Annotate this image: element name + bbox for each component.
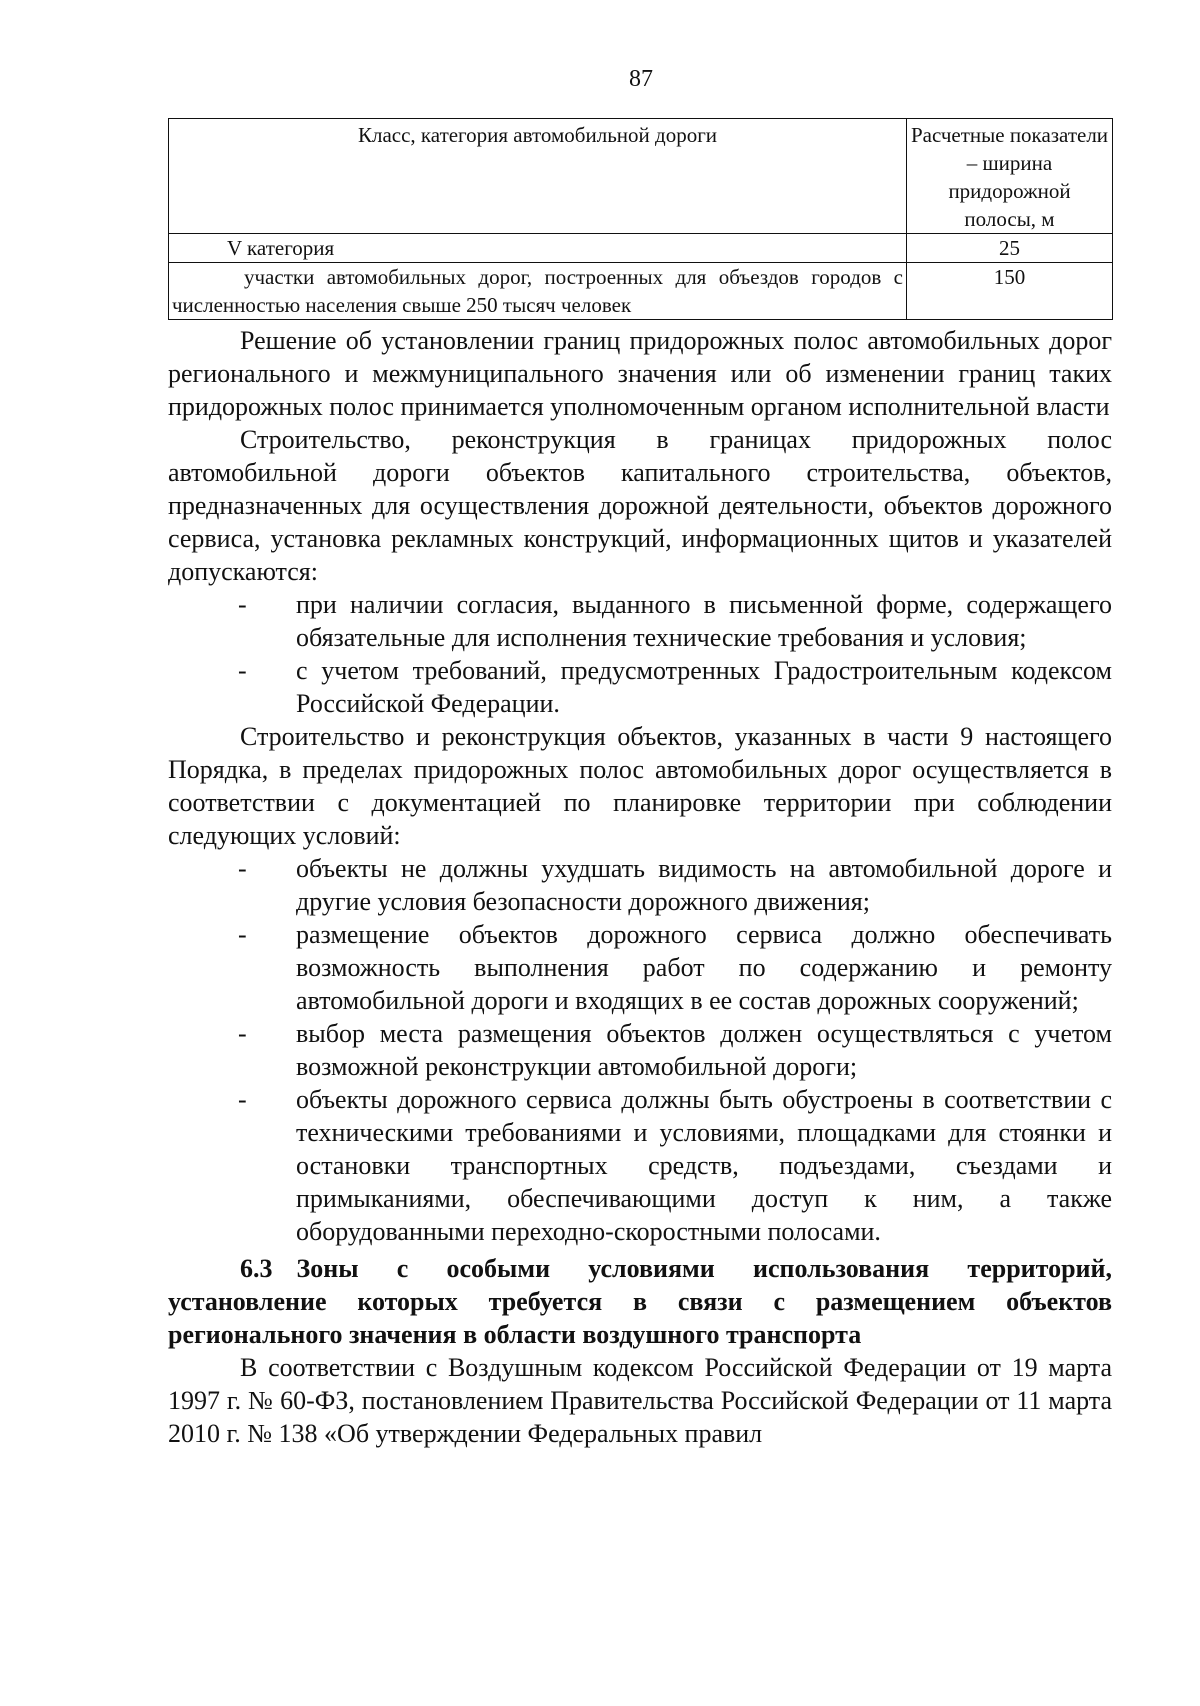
body-text <box>168 324 1112 1450</box>
paragraph-air-code: В соответствии с Воздушным кодексом Российской Федерации от 19 марта 1997 г. № 60-ФЗ, постановлением Правительства Российской Федерации от 11 марта 2010 г. № 138 «Об утверждении Федеральных правил <box>168 1353 1112 1448</box>
list-dash: - <box>238 590 247 619</box>
paragraph-construction-allowed: Строительство, реконструкция в границах придорожных полос автомобильной дороги объектов капитального строительства, объектов, предназначенных для осуществления дорожной деятельности, объектов дорожного сервиса, установка рекламных конструкций, информационных щитов и указателей допускаются: <box>168 425 1112 586</box>
list-dash: - <box>238 920 247 949</box>
row-category: участки автомобильных дорог, построенных для объездов городов с численностью населения свыше 250 тысяч человек <box>169 263 907 320</box>
header-roadside-width: Расчетные показатели – ширина придорожной полосы, м <box>907 119 1113 234</box>
table-row <box>169 234 1113 263</box>
list-conditions-approval <box>168 588 1112 720</box>
page-content <box>168 118 1112 1450</box>
list-item-text: объекты дорожного сервиса должны быть обустроены в соответствии с техническими требованиями и условиями, площадками для стоянки и остановки транспортных средств, подъездами, съездами и примыканиями, обеспечивающими доступ к ним, а также оборудованными переходно-скоростными полосами. <box>296 1085 1112 1246</box>
list-dash: - <box>238 1019 247 1048</box>
section-heading <box>168 1252 1112 1351</box>
list-item-text: при наличии согласия, выданного в письменной форме, содержащего обязательные для исполнения технические требования и условия; <box>296 590 1112 652</box>
list-item <box>168 588 1112 654</box>
list-dash: - <box>238 854 247 883</box>
roadside-width-table <box>168 118 1113 320</box>
list-dash: - <box>238 656 247 685</box>
list-item <box>168 1083 1112 1248</box>
header-road-class: Класс, категория автомобильной дороги <box>169 119 907 234</box>
paragraph-roadside-decision: Решение об установлении границ придорожных полос автомобильных дорог регионального и межмуниципального значения или об изменении границ таких придорожных полос принимается уполномоченным органом исполнительной власти <box>168 326 1112 421</box>
list-construction-conditions <box>168 852 1112 1248</box>
table-header-row <box>169 119 1113 234</box>
list-item <box>168 1017 1112 1083</box>
table-row <box>169 263 1113 320</box>
paragraph-construction-conditions: Строительство и реконструкция объектов, указанных в части 9 настоящего Порядка, в пределах придорожных полос автомобильных дорог осуществляется в соответствии с документацией по планировке территории при соблюдении следующих условий: <box>168 722 1112 850</box>
list-item-text: объекты не должны ухудшать видимость на автомобильной дороге и другие условия безопасности дорожного движения; <box>296 854 1112 916</box>
row-value: 150 <box>907 263 1113 320</box>
list-item-text: выбор места размещения объектов должен осуществляться с учетом возможной реконструкции автомобильной дороги; <box>296 1019 1112 1081</box>
list-item <box>168 654 1112 720</box>
list-item-text: размещение объектов дорожного сервиса должно обеспечивать возможность выполнения работ по содержанию и ремонту автомобильной дороги и входящих в ее состав дорожных сооружений; <box>296 920 1112 1015</box>
row-category: V категория <box>169 234 907 263</box>
list-dash: - <box>238 1085 247 1114</box>
page-number: 87 <box>629 66 653 92</box>
row-value: 25 <box>907 234 1113 263</box>
list-item <box>168 852 1112 918</box>
section-title: Зоны с особыми условиями использования территорий, установление которых требуется в связи с размещением объектов регионального значения в области воздушного транспорта <box>168 1254 1112 1349</box>
list-item <box>168 918 1112 1017</box>
list-item-text: с учетом требований, предусмотренных Градостроительным кодексом Российской Федерации. <box>296 656 1112 718</box>
section-number: 6.3 <box>240 1254 273 1283</box>
